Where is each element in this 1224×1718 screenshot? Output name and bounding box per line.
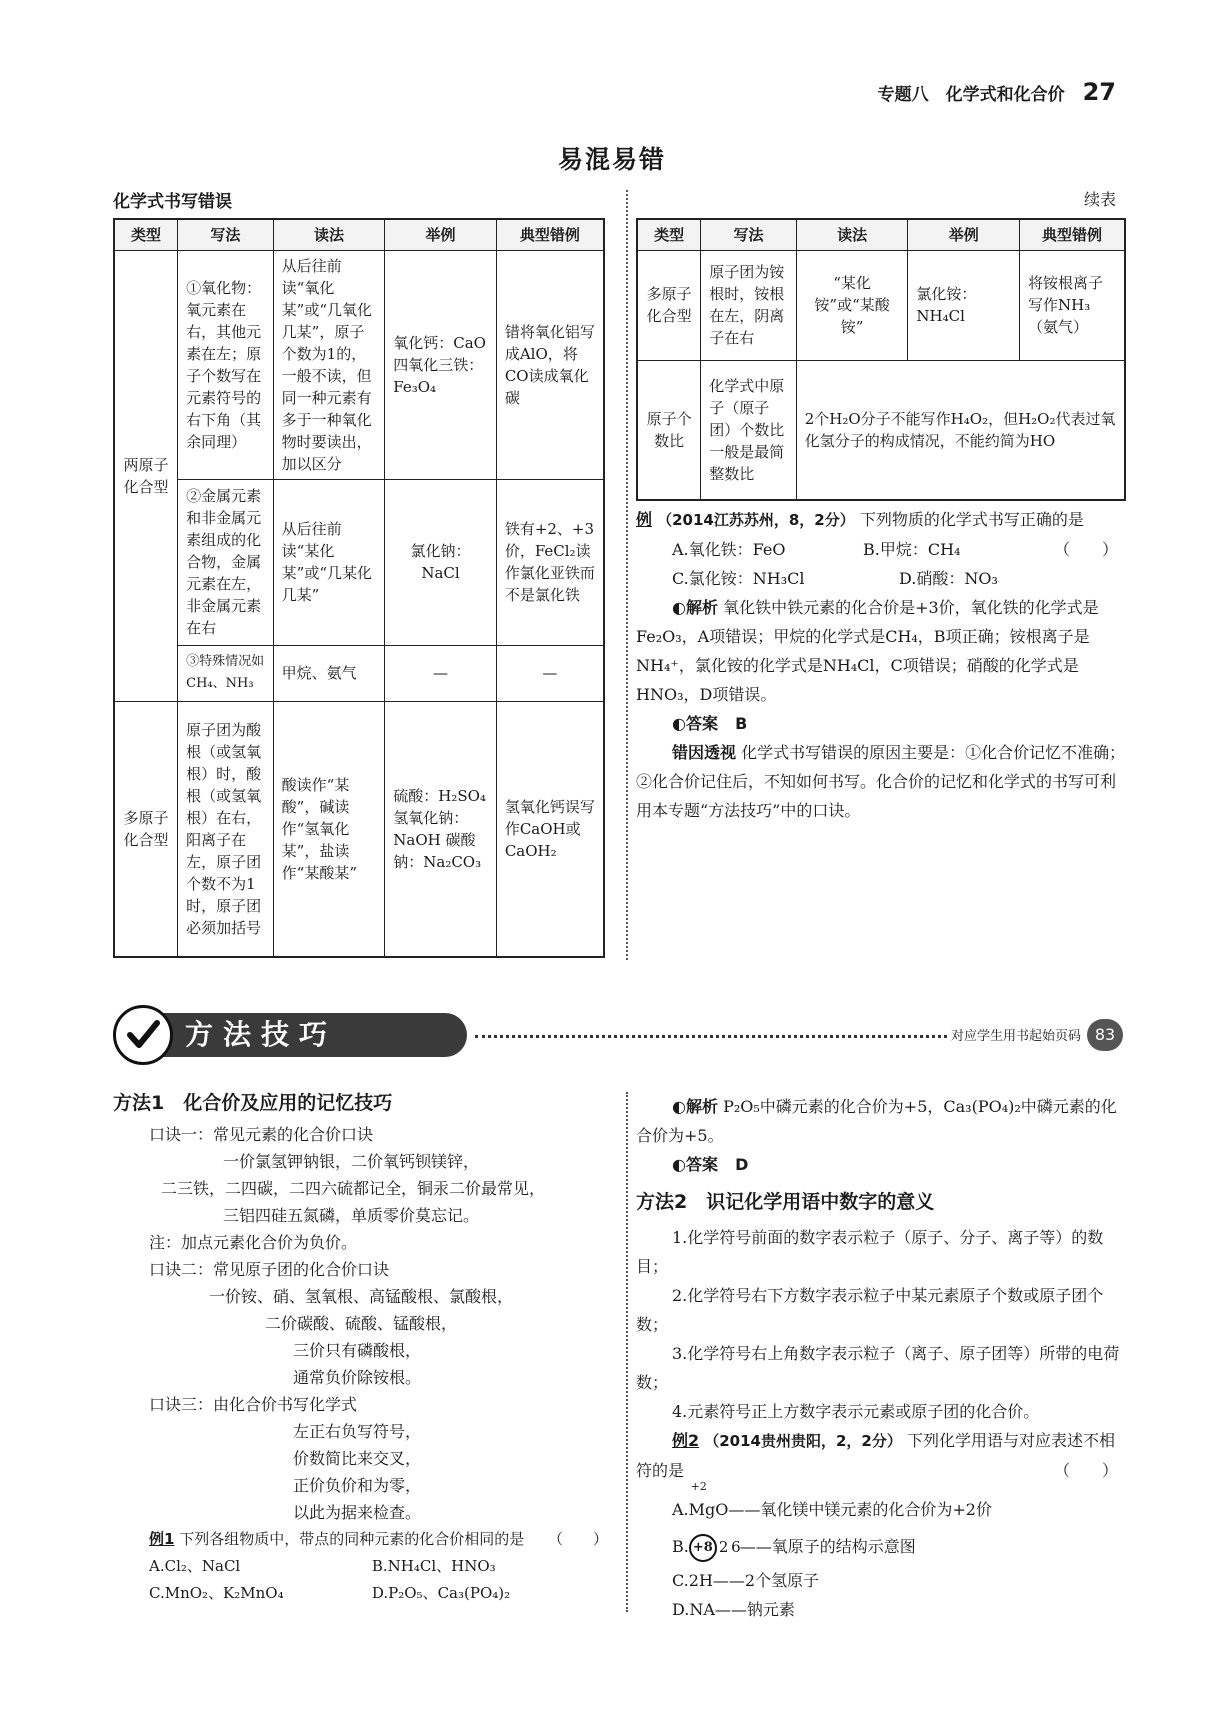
example1-question	[113, 1526, 608, 1553]
table-row	[114, 701, 604, 957]
analysis-block	[636, 1092, 1126, 1150]
error-cell: 铁有+2、+3价，FeCl₂读作氯化亚铁而不是氯化铁	[496, 479, 604, 645]
options-row	[113, 1580, 608, 1607]
page-header	[878, 78, 1116, 106]
example1-text: 下列各组物质中，带点的同种元素的化合价相同的是	[179, 1530, 525, 1548]
left-subtitle: 化学式书写错误	[113, 192, 232, 212]
example-cell: 氧化钙：CaO 四氧化三铁：Fe₃O₄	[385, 250, 497, 479]
section-title: 易混易错	[557, 145, 666, 174]
k3-title: 口诀三：由化合价书写化学式	[149, 1395, 358, 1414]
writing-cell: ②金属元素和非金属元素组成的化合物，金属元素在左，非金属元素在右	[178, 479, 274, 645]
answer-tag: ◐答案	[672, 1155, 718, 1174]
header-example: 举例	[385, 219, 497, 250]
header-example: 举例	[908, 219, 1020, 250]
writing-cell: 化学式中原子（原子团）个数比一般是最简整数比	[701, 360, 797, 500]
reason-tag: 错因透视	[672, 743, 737, 762]
error-cell: 将铵根离子写作NH₃（氨气）	[1019, 250, 1125, 360]
column-divider-bottom	[626, 1092, 628, 1612]
option-a: A.Cl₂、NaCl	[149, 1557, 241, 1575]
option-b: B. +8 2 6——氧原子的结构示意图	[636, 1532, 1126, 1562]
option-a: A. +2 MgO——氧化镁中镁元素的化合价为+2价	[672, 1480, 992, 1519]
header-writing: 写法	[178, 219, 274, 250]
example-source: （2014江苏苏州，8，2分）	[657, 511, 855, 529]
table-row	[637, 360, 1125, 500]
method2-title: 方法2 识记化学用语中数字的意义	[636, 1191, 935, 1213]
method-banner	[113, 1005, 1123, 1067]
header-writing: 写法	[701, 219, 797, 250]
analysis-text: 氧化铁中铁元素的化合价是+3价，氧化铁的化学式是Fe₂O₃，A项错误；甲烷的化学式是CH₄，B项正确；铵根离子是NH₄⁺，氯化铵的化学式是NH₄Cl，C项错误；硝酸的化学式是HNO₃，D项错误。	[636, 598, 1099, 704]
electron-shells: 2 6	[718, 1538, 740, 1556]
k2-line: 三价只有磷酸根，	[293, 1341, 422, 1360]
table-row	[114, 250, 604, 479]
answer-paren: （ ）	[1053, 540, 1118, 559]
writing-cell: 原子团为铵根时，铵根在左，阴离子在右	[701, 250, 797, 360]
options-row	[113, 1553, 608, 1580]
table-header-row	[637, 219, 1125, 250]
rule-item: 2.化学符号右下方数字表示粒子中某元素原子个数或原子团个数；	[636, 1286, 1104, 1334]
type-cell: 原子个数比	[637, 360, 701, 500]
answer-value: D	[735, 1155, 749, 1174]
type-cell: 多原子化合型	[114, 701, 178, 957]
method1-block	[113, 1090, 608, 1607]
example2-question	[636, 1426, 1126, 1485]
formula-error-table	[113, 218, 605, 958]
table-row	[637, 250, 1125, 360]
example2-label: 例2	[672, 1431, 700, 1450]
reading-cell: 从后往前读“氧化某”或“几氧化几某”，原子个数为1的，一般不读，但同一种元素有多于一种氧化物时要读出，加以区分	[273, 250, 385, 479]
example-cell: 氯化钠：NaCl	[385, 479, 497, 645]
option-d: D.硝酸：NO₃	[899, 569, 998, 588]
example-label: 例	[636, 510, 653, 529]
answer-value: B	[735, 714, 748, 733]
table-header-row	[114, 219, 604, 250]
option-b: B.甲烷：CH₄	[862, 540, 961, 559]
type-cell: 两原子化合型	[114, 250, 178, 701]
formula-error-table-continued	[636, 218, 1126, 501]
analysis-text: P₂O₅中磷元素的化合价为+5，Ca₃(PO₄)₂中磷元素的化合价为+5。	[636, 1097, 1117, 1145]
rule-item: 3.化学符号右上角数字表示粒子（离子、原子团等）所带的电荷数；	[636, 1344, 1120, 1392]
header-type: 类型	[114, 219, 178, 250]
answer-block	[636, 709, 1126, 738]
answer-paren: （ ）	[547, 1530, 608, 1548]
header-reading: 读法	[273, 219, 385, 250]
example-text: 下列物质的化学式书写正确的是	[859, 510, 1084, 529]
k1-note: 注：加点元素化合价为负价。	[149, 1233, 358, 1252]
k2-line: 通常负价除铵根。	[293, 1368, 422, 1387]
answer-tag: ◐答案	[672, 714, 718, 733]
writing-cell: ①氧化物：氧元素在右，其他元素在左；原子个数写在元素符号的右下角（其余同理）	[178, 250, 274, 479]
reading-cell: “某化铵”或“某酸铵”	[796, 250, 908, 360]
rule-item: 4.元素符号正上方数字表示元素或原子团的化合价。	[672, 1402, 1040, 1421]
analysis-block	[636, 593, 1126, 709]
options-row	[636, 535, 1054, 564]
writing-cell: 原子团为酸根（或氢氧根）时，酸根（或氢氧根）在右，阳离子在左，原子团个数不为1时，原子团必须加括号	[178, 701, 274, 957]
header-type: 类型	[637, 219, 701, 250]
k1-line: 三铝四硅五氮磷，单质零价莫忘记。	[223, 1206, 480, 1225]
reason-block	[636, 738, 1126, 825]
reason-text: 化学式书写错误的原因主要是：①化合价记忆不准确；②化合价记住后，不知如何书写。化合价的记忆和化学式的书写可利用本专题“方法技巧”中的口诀。	[636, 743, 1126, 820]
method1-answer-block	[636, 1092, 1126, 1179]
answer-paren: （ ）	[1053, 1461, 1118, 1480]
example2-source: （2014贵州贵阳，2，2分）	[704, 1432, 902, 1450]
k3-line: 左正右负写符号，	[293, 1422, 422, 1441]
valence-mark: +2	[690, 1480, 707, 1493]
writing-cell: ③特殊情况如CH₄、NH₃	[178, 645, 274, 701]
example1-label: 例1	[149, 1530, 175, 1548]
k3-line: 正价负价和为零，	[293, 1476, 422, 1495]
merged-cell: 2个H₂O分子不能写作H₄O₂，但H₂O₂代表过氧化氢分子的构成情况，不能约简为HO	[796, 360, 1125, 500]
table-row	[114, 479, 604, 645]
k1-line: 一价氯氢钾钠银，二价氧钙钡镁锌，	[223, 1152, 480, 1171]
example-cell: 氯化铵：NH₄Cl	[908, 250, 1020, 360]
analysis-tag: ◐解析	[672, 1097, 718, 1116]
options-row	[636, 564, 1126, 593]
header-error: 典型错例	[1019, 219, 1125, 250]
k2-line: 二价碳酸、硫酸、锰酸根，	[265, 1314, 458, 1333]
table-row	[114, 645, 604, 701]
continued-label: 续表	[1083, 190, 1116, 209]
k2-line: 一价铵、硝、氢氧根、高锰酸根、氯酸根，	[209, 1287, 514, 1306]
ref-label: 对应学生用书起始页码	[947, 1025, 1081, 1044]
rule-item: 1.化学符号前面的数字表示粒子（原子、分子、离子等）的数目；	[636, 1228, 1104, 1276]
column-divider-top	[626, 190, 628, 960]
reading-cell: 甲烷、氨气	[273, 645, 385, 701]
analysis-tag: ◐解析	[672, 598, 718, 617]
option-d: D.P₂O₅、Ca₃(PO₄)₂	[371, 1584, 511, 1602]
checkmark-icon	[113, 1005, 173, 1065]
answer-block	[636, 1150, 1126, 1179]
ref-page-badge: 83	[1087, 1019, 1123, 1051]
example-cell: 硫酸：H₂SO₄ 氢氧化钠：NaOH 碳酸钠：Na₂CO₃	[385, 701, 497, 957]
method1-title: 方法1 化合价及应用的记忆技巧	[113, 1092, 393, 1114]
topic-title: 专题八 化学式和化合价	[877, 85, 1065, 105]
type-cell: 多原子化合型	[637, 250, 701, 360]
example2-text: 下列化学用语与对应表述不相符的是	[636, 1431, 1115, 1480]
k3-line: 以此为据来检查。	[293, 1503, 422, 1522]
error-cell: —	[496, 645, 604, 701]
example-cell: —	[385, 645, 497, 701]
nucleus-icon: +8	[689, 1534, 717, 1562]
reading-cell: 酸读作“某酸”，碱读作“氢氧化某”，盐读作“某酸某”	[273, 701, 385, 957]
option-a: A.氧化铁：FeO	[672, 540, 786, 559]
k1-line: 二三铁，二四碳，二四六硫都记全，铜汞二价最常见，	[161, 1179, 546, 1198]
option-b: B.NH₄Cl、HNO₃	[371, 1557, 496, 1575]
example-block	[636, 505, 1126, 825]
k3-line: 价数简比来交叉，	[293, 1449, 422, 1468]
k1-title: 口诀一：常见元素的化合价口诀	[149, 1125, 374, 1144]
error-cell: 氢氧化钙误写作CaOH或CaOH₂	[496, 701, 604, 957]
k2-title: 口诀二：常见原子团的化合价口诀	[149, 1260, 390, 1279]
banner-title: 方法技巧	[143, 1013, 467, 1057]
option-c: C.2H——2个氢原子	[672, 1571, 820, 1590]
header-error: 典型错例	[496, 219, 604, 250]
option-d: D.NA——钠元素	[672, 1600, 795, 1619]
method2-block	[636, 1188, 1126, 1624]
reading-cell: 从后往前读“某化某”或“几某化几某”	[273, 479, 385, 645]
error-cell: 错将氧化铝写成AlO，将CO读成氧化碳	[496, 250, 604, 479]
page-number: 27	[1082, 78, 1116, 106]
option-c: C.MnO₂、K₂MnO₄	[149, 1584, 284, 1602]
header-reading: 读法	[796, 219, 908, 250]
option-c: C.氯化铵：NH₃Cl	[672, 569, 805, 588]
